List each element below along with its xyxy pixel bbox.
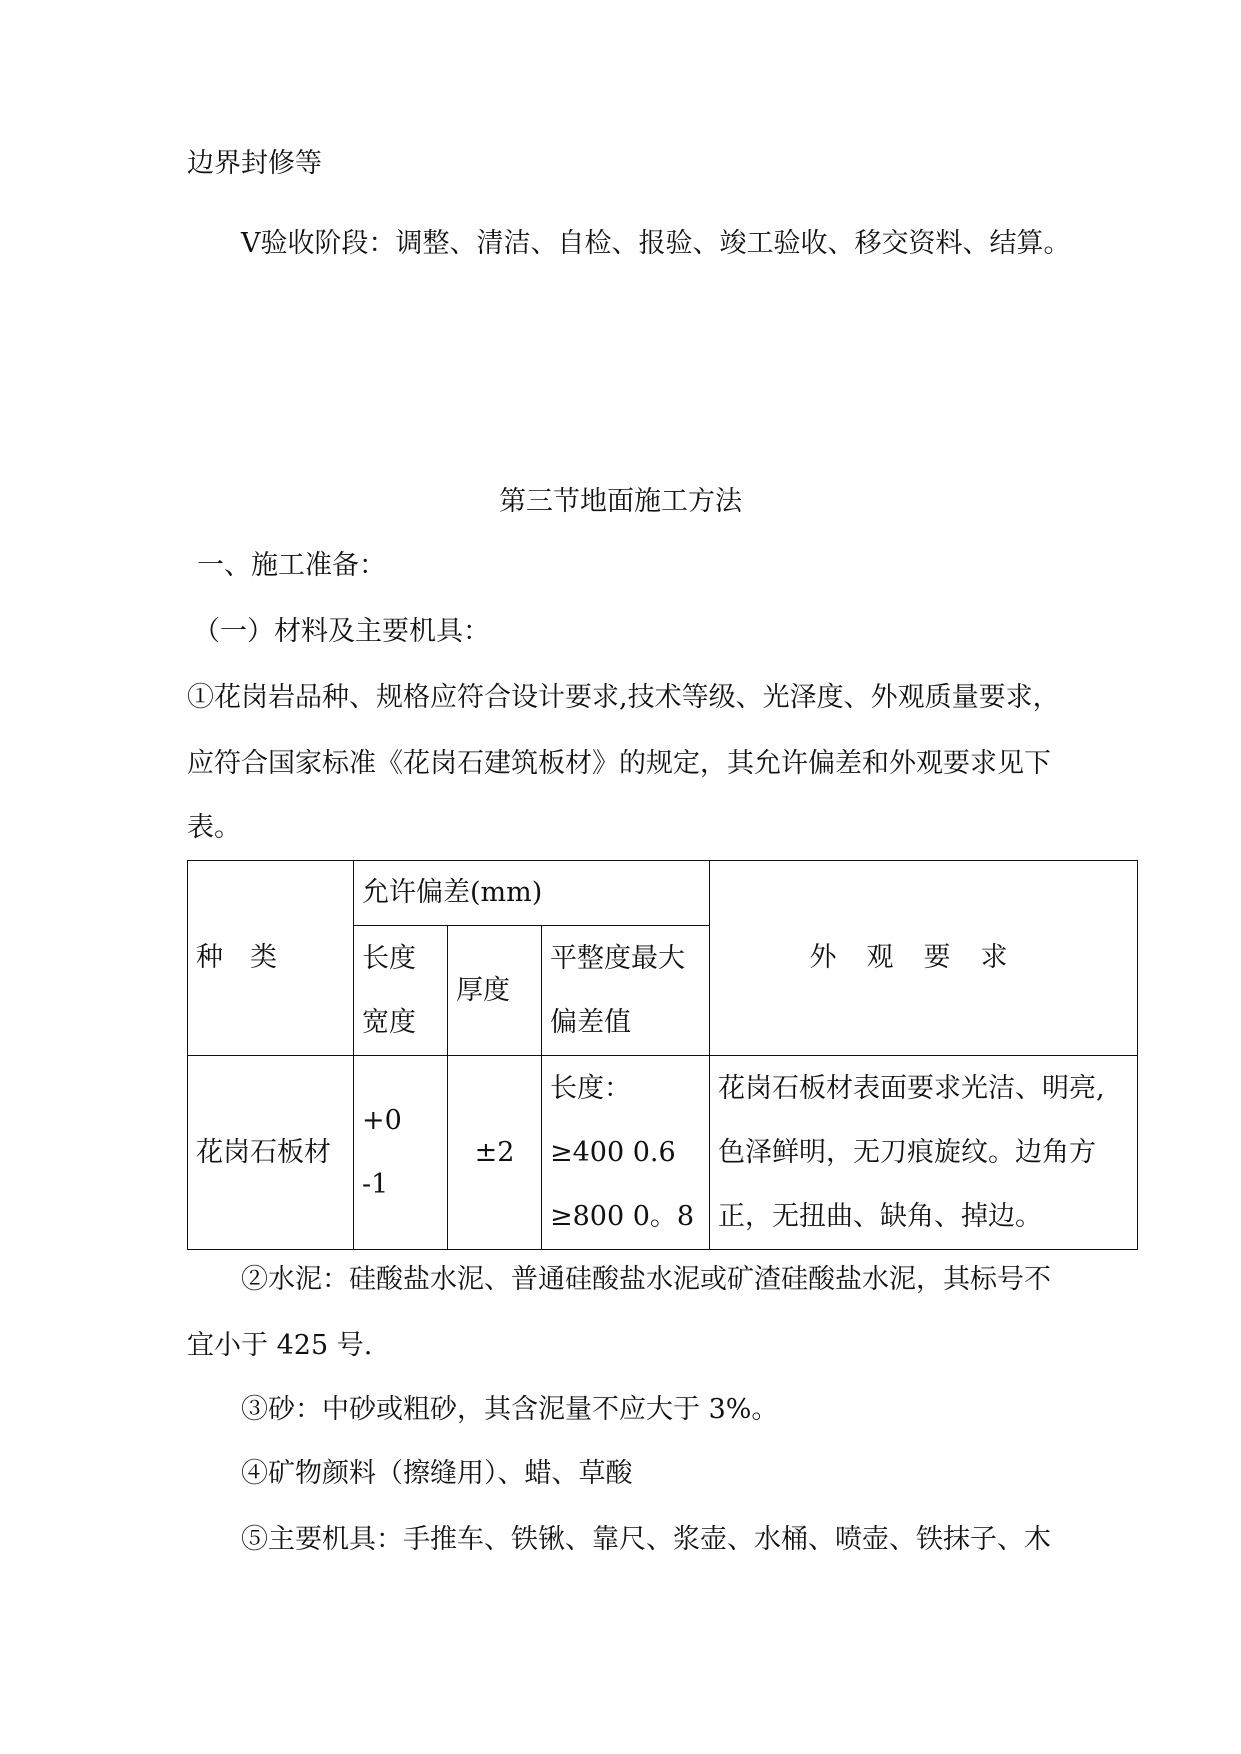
section-title: 第三节地面施工方法 <box>499 486 742 517</box>
cell-thickness-tolerance: ±2 <box>448 1056 542 1250</box>
header-flatness-line-1: 平整度最大 <box>550 942 685 974</box>
cell-kind-granite: 花岗石板材 <box>188 1056 354 1250</box>
paragraph-cement-line-1: ②水泥：硅酸盐水泥、普通硅酸盐水泥或矿渣硅酸盐水泥，其标号不 <box>241 1264 1051 1295</box>
heading-construction-prep: 一、施工准备： <box>197 550 386 581</box>
paragraph-cement-line-2: 宜小于 425 号. <box>187 1330 373 1361</box>
paragraph-granite-line-1: ①花岗岩品种、规格应符合设计要求,技术等级、光泽度、外观质量要求， <box>187 682 1060 713</box>
text-line-acceptance-stage: Ⅴ验收阶段：调整、清洁、自检、报验、竣工验收、移交资料、结算。 <box>241 228 1071 259</box>
cell-flatness-800: ≥800 0。8 <box>550 1200 695 1232</box>
header-width: 宽度 <box>362 1006 416 1038</box>
table-header-row-1 <box>188 861 1138 926</box>
heading-materials-tools: （一）材料及主要机具： <box>193 616 490 647</box>
table-row-granite <box>188 1056 1138 1250</box>
cell-flatness-400: ≥400 0.6 <box>550 1136 676 1168</box>
cell-flatness <box>542 1056 710 1250</box>
paragraph-pigment: ④矿物颜料（擦缝用）、蜡、草酸 <box>241 1458 633 1489</box>
cell-appearance-line-1: 花岗石板材表面要求光洁、明亮, <box>718 1072 1105 1104</box>
paragraph-tools: ⑤主要机具：手推车、铁锹、靠尺、浆壶、水桶、喷壶、铁抹子、木 <box>241 1524 1051 1555</box>
cell-lw-plus: +0 <box>362 1104 402 1136</box>
paragraph-sand: ③砂：中砂或粗砂，其含泥量不应大于 3%。 <box>241 1394 779 1425</box>
header-length-width <box>354 926 448 1056</box>
cell-flatness-label: 长度： <box>550 1072 631 1104</box>
header-flatness <box>542 926 710 1056</box>
cell-appearance-line-2: 色泽鲜明，无刀痕旋纹。边角方 <box>718 1136 1097 1168</box>
header-tolerance-group: 允许偏差(mm) <box>354 861 710 926</box>
text-line-boundary: 边界封修等 <box>187 148 322 179</box>
header-kind: 种 类 <box>188 861 354 1056</box>
paragraph-granite-line-2: 应符合国家标准《花岗石建筑板材》的规定，其允许偏差和外观要求见下 <box>187 748 1051 779</box>
header-thickness: 厚度 <box>448 926 542 1056</box>
cell-length-width-tolerance <box>354 1056 448 1250</box>
cell-appearance-requirements <box>710 1056 1138 1250</box>
header-appearance: 外观要求 <box>710 861 1138 1056</box>
header-flatness-line-2: 偏差值 <box>550 1006 631 1038</box>
paragraph-granite-line-3: 表。 <box>187 812 241 843</box>
cell-lw-minus: -1 <box>362 1168 389 1200</box>
header-length: 长度 <box>362 942 416 974</box>
cell-appearance-line-3: 正，无扭曲、缺角、掉边。 <box>718 1200 1043 1232</box>
granite-tolerance-table <box>187 860 1138 1250</box>
